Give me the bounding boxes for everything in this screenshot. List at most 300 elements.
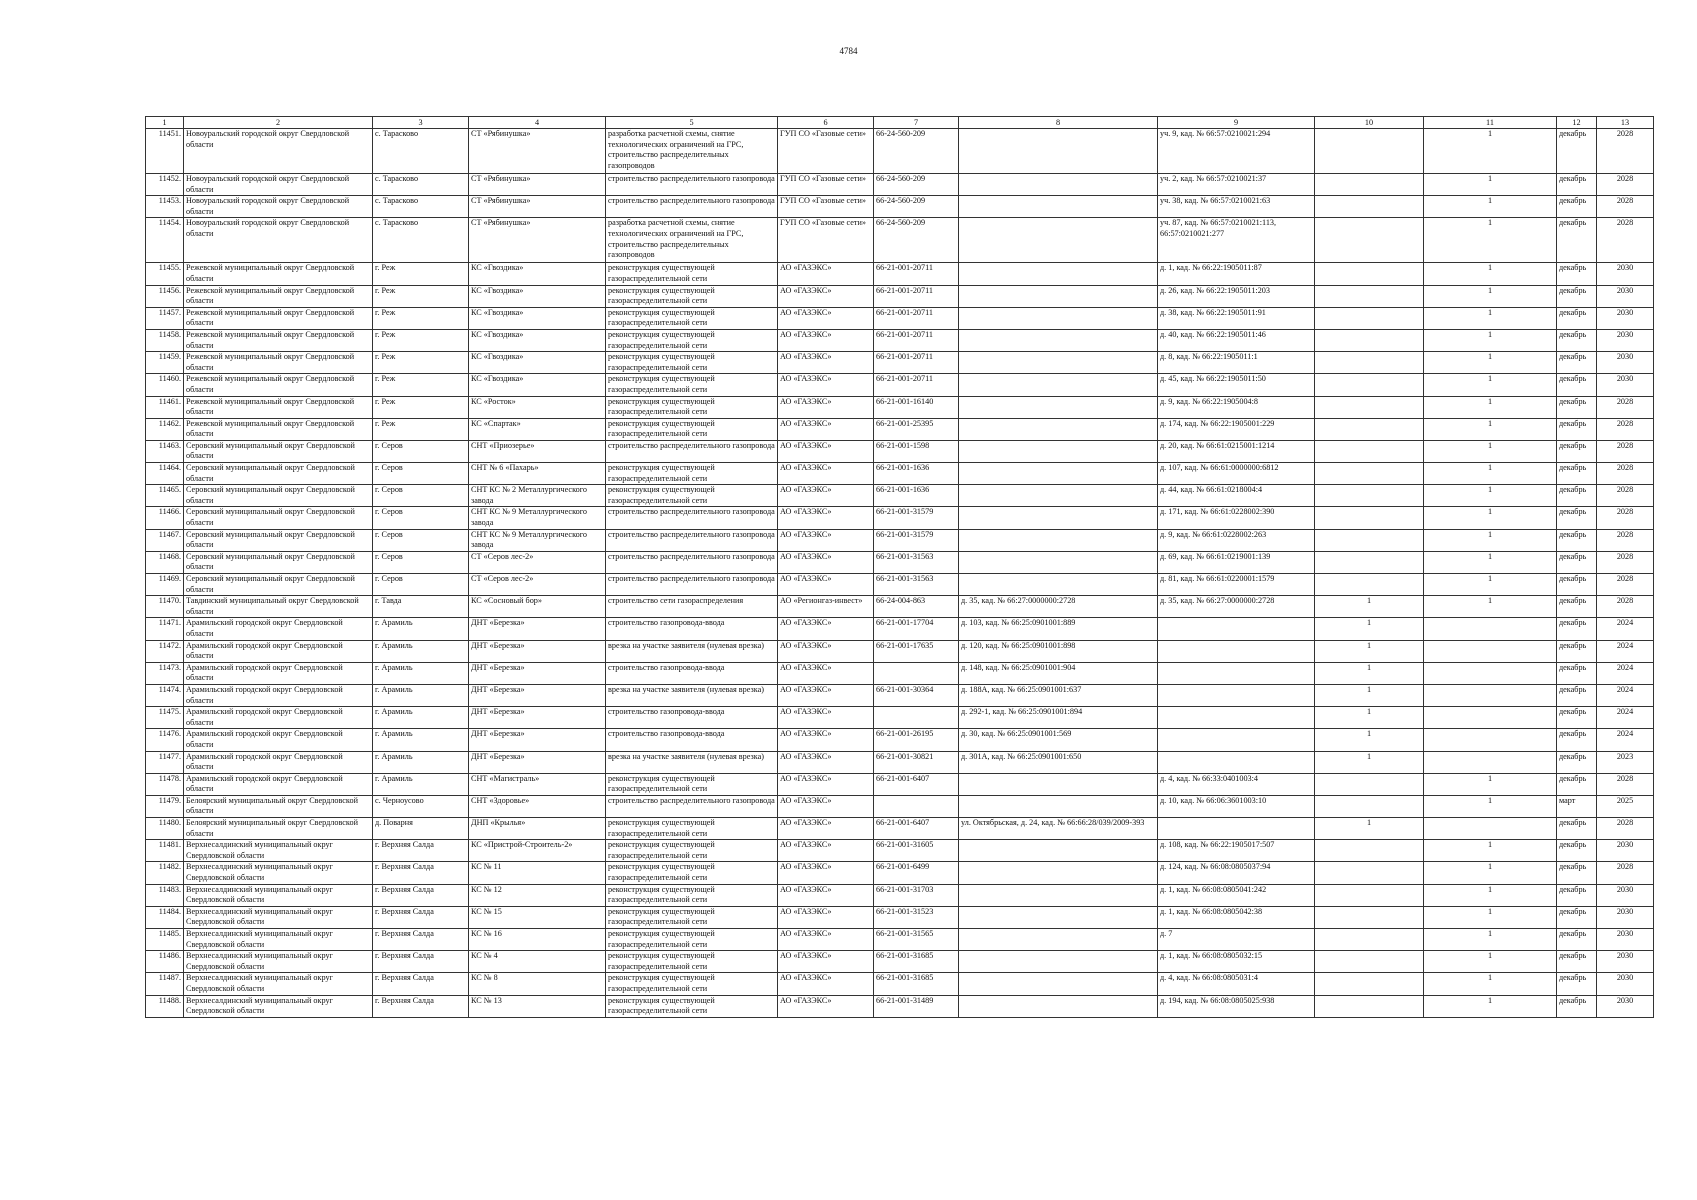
count-cell-10 [1315, 174, 1424, 196]
code-cell: 66-21-001-1636 [874, 463, 959, 485]
operator-cell: АО «ГАЗЭКС» [778, 662, 874, 684]
year-cell: 2024 [1597, 707, 1654, 729]
count-cell-11: 1 [1424, 352, 1557, 374]
address-cell-9: уч. 2, кад. № 66:57:0210021:37 [1158, 174, 1315, 196]
address-cell-8: д. 120, кад. № 66:25:0901001:898 [959, 640, 1158, 662]
work-type-cell: реконструкция существующей газораспределительной сети [606, 329, 778, 351]
table-row [146, 329, 1654, 351]
operator-cell: АО «ГАЗЭКС» [778, 463, 874, 485]
address-cell-8 [959, 840, 1158, 862]
count-cell-10 [1315, 263, 1424, 285]
address-cell-9: д. 1, кад. № 66:08:0805032:15 [1158, 951, 1315, 973]
month-cell: декабрь [1557, 129, 1597, 174]
row-number: 11465. [146, 485, 184, 507]
work-type-cell: разработка расчетной схемы, снятие технологических ограничений на ГРС, строительство распределительных газопроводов [606, 129, 778, 174]
object-cell: КС № 11 [469, 862, 606, 884]
address-cell-8 [959, 418, 1158, 440]
count-cell-11 [1424, 707, 1557, 729]
year-cell: 2028 [1597, 529, 1654, 551]
object-cell: ДНТ «Березка» [469, 640, 606, 662]
year-cell: 2023 [1597, 751, 1654, 773]
district-cell: Серовский муниципальный округ Свердловской области [184, 440, 373, 462]
address-cell-8 [959, 795, 1158, 817]
work-type-cell: реконструкция существующей газораспределительной сети [606, 951, 778, 973]
count-cell-11 [1424, 662, 1557, 684]
operator-cell: АО «ГАЗЭКС» [778, 507, 874, 529]
locality-cell: г. Реж [373, 307, 469, 329]
address-cell-8: д. 301А, кад. № 66:25:0901001:650 [959, 751, 1158, 773]
month-cell: декабрь [1557, 995, 1597, 1017]
address-cell-8 [959, 995, 1158, 1017]
object-cell: ДНТ «Березка» [469, 729, 606, 751]
month-cell: декабрь [1557, 507, 1597, 529]
table-row [146, 929, 1654, 951]
count-cell-10 [1315, 440, 1424, 462]
code-cell: 66-21-001-20711 [874, 307, 959, 329]
row-number: 11479. [146, 795, 184, 817]
month-cell: декабрь [1557, 418, 1597, 440]
table-row [146, 840, 1654, 862]
table-row [146, 196, 1654, 218]
table-row [146, 574, 1654, 596]
district-cell: Арамильский городской округ Свердловской области [184, 662, 373, 684]
code-cell: 66-21-001-31563 [874, 574, 959, 596]
address-cell-8 [959, 951, 1158, 973]
count-cell-11: 1 [1424, 485, 1557, 507]
locality-cell: г. Реж [373, 374, 469, 396]
address-cell-9 [1158, 707, 1315, 729]
month-cell: декабрь [1557, 884, 1597, 906]
column-number-row [146, 117, 1654, 129]
operator-cell: АО «ГАЗЭКС» [778, 374, 874, 396]
address-cell-9: д. 10, кад. № 66:06:3601003:10 [1158, 795, 1315, 817]
year-cell: 2028 [1597, 218, 1654, 263]
year-cell: 2028 [1597, 440, 1654, 462]
year-cell: 2024 [1597, 684, 1654, 706]
code-cell: 66-21-001-30821 [874, 751, 959, 773]
year-cell: 2025 [1597, 795, 1654, 817]
count-cell-10 [1315, 196, 1424, 218]
address-cell-9 [1158, 618, 1315, 640]
count-cell-10: 1 [1315, 640, 1424, 662]
row-number: 11458. [146, 329, 184, 351]
table-row [146, 596, 1654, 618]
locality-cell: с. Тарасково [373, 174, 469, 196]
column-header: 1 [146, 117, 184, 129]
object-cell: СТ «Рябинушка» [469, 129, 606, 174]
district-cell: Верхнесалдинский муниципальный округ Свердловской области [184, 884, 373, 906]
code-cell: 66-24-004-863 [874, 596, 959, 618]
work-type-cell: реконструкция существующей газораспределительной сети [606, 973, 778, 995]
address-cell-9 [1158, 640, 1315, 662]
month-cell: декабрь [1557, 951, 1597, 973]
locality-cell: г. Реж [373, 263, 469, 285]
district-cell: Верхнесалдинский муниципальный округ Свердловской области [184, 862, 373, 884]
work-type-cell: врезка на участке заявителя (нулевая врезка) [606, 684, 778, 706]
address-cell-8: д. 30, кад. № 66:25:0901001:569 [959, 729, 1158, 751]
row-number: 11467. [146, 529, 184, 551]
locality-cell: д. Поварня [373, 818, 469, 840]
code-cell: 66-21-001-31579 [874, 507, 959, 529]
address-cell-8: д. 35, кад. № 66:27:0000000:2728 [959, 596, 1158, 618]
district-cell: Верхнесалдинский муниципальный округ Свердловской области [184, 840, 373, 862]
operator-cell: АО «ГАЗЭКС» [778, 529, 874, 551]
locality-cell: г. Арамиль [373, 640, 469, 662]
work-type-cell: строительство распределительного газопровода [606, 574, 778, 596]
code-cell: 66-21-001-20711 [874, 329, 959, 351]
row-number: 11462. [146, 418, 184, 440]
count-cell-10 [1315, 418, 1424, 440]
count-cell-10 [1315, 995, 1424, 1017]
table-row [146, 307, 1654, 329]
work-type-cell: реконструкция существующей газораспределительной сети [606, 285, 778, 307]
column-header: 10 [1315, 117, 1424, 129]
address-cell-9 [1158, 662, 1315, 684]
address-cell-8 [959, 773, 1158, 795]
month-cell: март [1557, 795, 1597, 817]
month-cell: декабрь [1557, 574, 1597, 596]
operator-cell: АО «ГАЗЭКС» [778, 640, 874, 662]
row-number: 11482. [146, 862, 184, 884]
object-cell: СНТ «Приозерье» [469, 440, 606, 462]
work-type-cell: реконструкция существующей газораспределительной сети [606, 374, 778, 396]
object-cell: СТ «Рябинушка» [469, 174, 606, 196]
count-cell-10 [1315, 307, 1424, 329]
table-row [146, 463, 1654, 485]
district-cell: Белоярский муниципальный округ Свердловской области [184, 818, 373, 840]
address-cell-9: уч. 87, кад. № 66:57:0210021:113, 66:57:0210021:277 [1158, 218, 1315, 263]
count-cell-10: 1 [1315, 618, 1424, 640]
column-header: 5 [606, 117, 778, 129]
count-cell-11: 1 [1424, 374, 1557, 396]
code-cell: 66-21-001-6407 [874, 773, 959, 795]
year-cell: 2030 [1597, 374, 1654, 396]
code-cell: 66-21-001-31605 [874, 840, 959, 862]
row-number: 11473. [146, 662, 184, 684]
month-cell: декабрь [1557, 662, 1597, 684]
district-cell: Арамильский городской округ Свердловской области [184, 707, 373, 729]
district-cell: Серовский муниципальный округ Свердловской области [184, 529, 373, 551]
operator-cell: АО «ГАЗЭКС» [778, 929, 874, 951]
address-cell-9: д. 4, кад. № 66:33:0401003:4 [1158, 773, 1315, 795]
month-cell: декабрь [1557, 862, 1597, 884]
year-cell: 2028 [1597, 818, 1654, 840]
object-cell: КС № 12 [469, 884, 606, 906]
object-cell: КС «Гвоздика» [469, 374, 606, 396]
count-cell-11: 1 [1424, 507, 1557, 529]
row-number: 11468. [146, 551, 184, 573]
locality-cell: г. Реж [373, 418, 469, 440]
count-cell-10 [1315, 551, 1424, 573]
locality-cell: г. Серов [373, 574, 469, 596]
operator-cell: АО «ГАЗЭКС» [778, 906, 874, 928]
district-cell: Арамильский городской округ Свердловской области [184, 684, 373, 706]
code-cell: 66-21-001-31565 [874, 929, 959, 951]
month-cell: декабрь [1557, 729, 1597, 751]
object-cell: СНТ КС № 2 Металлургического завода [469, 485, 606, 507]
object-cell: СТ «Рябинушка» [469, 196, 606, 218]
count-cell-10 [1315, 485, 1424, 507]
count-cell-11: 1 [1424, 973, 1557, 995]
page-number: 4784 [839, 46, 858, 56]
address-cell-9 [1158, 751, 1315, 773]
address-cell-9: д. 1, кад. № 66:22:1905011:87 [1158, 263, 1315, 285]
work-type-cell: строительство распределительного газопровода [606, 795, 778, 817]
column-header: 9 [1158, 117, 1315, 129]
row-number: 11474. [146, 684, 184, 706]
work-type-cell: реконструкция существующей газораспределительной сети [606, 818, 778, 840]
month-cell: декабрь [1557, 263, 1597, 285]
address-cell-9: д. 26, кад. № 66:22:1905011:203 [1158, 285, 1315, 307]
locality-cell: г. Реж [373, 285, 469, 307]
address-cell-9 [1158, 684, 1315, 706]
table-row [146, 396, 1654, 418]
count-cell-11: 1 [1424, 574, 1557, 596]
count-cell-10: 1 [1315, 751, 1424, 773]
district-cell: Верхнесалдинский муниципальный округ Свердловской области [184, 995, 373, 1017]
row-number: 11486. [146, 951, 184, 973]
month-cell: декабрь [1557, 773, 1597, 795]
row-number: 11459. [146, 352, 184, 374]
district-cell: Режевской муниципальный округ Свердловской области [184, 307, 373, 329]
column-header: 11 [1424, 117, 1557, 129]
month-cell: декабрь [1557, 196, 1597, 218]
count-cell-11: 1 [1424, 551, 1557, 573]
code-cell [874, 707, 959, 729]
locality-cell: г. Верхняя Салда [373, 929, 469, 951]
count-cell-11: 1 [1424, 263, 1557, 285]
object-cell: КС № 13 [469, 995, 606, 1017]
address-cell-8 [959, 862, 1158, 884]
month-cell: декабрь [1557, 973, 1597, 995]
address-cell-8 [959, 973, 1158, 995]
count-cell-11: 1 [1424, 995, 1557, 1017]
count-cell-10 [1315, 951, 1424, 973]
address-cell-8 [959, 463, 1158, 485]
address-cell-9: д. 4, кад. № 66:08:0805031:4 [1158, 973, 1315, 995]
count-cell-10 [1315, 529, 1424, 551]
address-cell-8 [959, 440, 1158, 462]
address-cell-8 [959, 352, 1158, 374]
table-row [146, 729, 1654, 751]
count-cell-11: 1 [1424, 862, 1557, 884]
count-cell-11: 1 [1424, 906, 1557, 928]
object-cell: ДНТ «Березка» [469, 618, 606, 640]
work-type-cell: реконструкция существующей газораспределительной сети [606, 840, 778, 862]
district-cell: Белоярский муниципальный округ Свердловской области [184, 795, 373, 817]
work-type-cell: реконструкция существующей газораспределительной сети [606, 463, 778, 485]
work-type-cell: реконструкция существующей газораспределительной сети [606, 773, 778, 795]
address-cell-8 [959, 574, 1158, 596]
locality-cell: г. Арамиль [373, 751, 469, 773]
code-cell: 66-21-001-20711 [874, 285, 959, 307]
row-number: 11464. [146, 463, 184, 485]
column-header: 12 [1557, 117, 1597, 129]
address-cell-8 [959, 374, 1158, 396]
code-cell: 66-21-001-6499 [874, 862, 959, 884]
object-cell: КС № 4 [469, 951, 606, 973]
row-number: 11454. [146, 218, 184, 263]
address-cell-8 [959, 529, 1158, 551]
count-cell-11: 1 [1424, 129, 1557, 174]
year-cell: 2024 [1597, 618, 1654, 640]
count-cell-11 [1424, 751, 1557, 773]
district-cell: Верхнесалдинский муниципальный округ Свердловской области [184, 906, 373, 928]
operator-cell: АО «ГАЗЭКС» [778, 307, 874, 329]
table-row [146, 129, 1654, 174]
count-cell-10 [1315, 929, 1424, 951]
district-cell: Режевской муниципальный округ Свердловской области [184, 263, 373, 285]
operator-cell: АО «ГАЗЭКС» [778, 618, 874, 640]
table-row [146, 352, 1654, 374]
month-cell: декабрь [1557, 618, 1597, 640]
count-cell-11: 1 [1424, 773, 1557, 795]
work-type-cell: реконструкция существующей газораспределительной сети [606, 263, 778, 285]
table-row [146, 529, 1654, 551]
address-cell-8 [959, 884, 1158, 906]
year-cell: 2028 [1597, 551, 1654, 573]
row-number: 11480. [146, 818, 184, 840]
code-cell: 66-21-001-31489 [874, 995, 959, 1017]
locality-cell: г. Верхняя Салда [373, 951, 469, 973]
operator-cell: АО «ГАЗЭКС» [778, 795, 874, 817]
count-cell-11: 1 [1424, 285, 1557, 307]
month-cell: декабрь [1557, 596, 1597, 618]
locality-cell: г. Верхняя Салда [373, 906, 469, 928]
year-cell: 2030 [1597, 884, 1654, 906]
code-cell: 66-21-001-17704 [874, 618, 959, 640]
year-cell: 2030 [1597, 995, 1654, 1017]
operator-cell: АО «ГАЗЭКС» [778, 684, 874, 706]
operator-cell: АО «ГАЗЭКС» [778, 773, 874, 795]
object-cell: ДНТ «Березка» [469, 751, 606, 773]
address-cell-9 [1158, 729, 1315, 751]
address-cell-8 [959, 307, 1158, 329]
address-cell-8 [959, 129, 1158, 174]
work-type-cell: реконструкция существующей газораспределительной сети [606, 307, 778, 329]
month-cell: декабрь [1557, 352, 1597, 374]
address-cell-9: д. 35, кад. № 66:27:0000000:2728 [1158, 596, 1315, 618]
row-number: 11487. [146, 973, 184, 995]
operator-cell: АО «ГАЗЭКС» [778, 329, 874, 351]
locality-cell: г. Серов [373, 485, 469, 507]
table-row [146, 374, 1654, 396]
table-row [146, 174, 1654, 196]
year-cell: 2028 [1597, 485, 1654, 507]
operator-cell: АО «ГАЗЭКС» [778, 440, 874, 462]
locality-cell: г. Серов [373, 551, 469, 573]
count-cell-11: 1 [1424, 396, 1557, 418]
table-row [146, 485, 1654, 507]
district-cell: Арамильский городской округ Свердловской области [184, 618, 373, 640]
row-number: 11483. [146, 884, 184, 906]
work-type-cell: реконструкция существующей газораспределительной сети [606, 906, 778, 928]
district-cell: Тавдинский муниципальный округ Свердловской области [184, 596, 373, 618]
table-row [146, 662, 1654, 684]
address-cell-8: д. 103, кад. № 66:25:0901001:889 [959, 618, 1158, 640]
work-type-cell: реконструкция существующей газораспределительной сети [606, 396, 778, 418]
district-cell: Верхнесалдинский муниципальный округ Свердловской области [184, 929, 373, 951]
month-cell: декабрь [1557, 329, 1597, 351]
table-row [146, 906, 1654, 928]
operator-cell: АО «ГАЗЭКС» [778, 285, 874, 307]
address-cell-8 [959, 263, 1158, 285]
address-cell-9: д. 69, кад. № 66:61:0219001:139 [1158, 551, 1315, 573]
column-header: 7 [874, 117, 959, 129]
operator-cell: АО «ГАЗЭКС» [778, 485, 874, 507]
count-cell-11: 1 [1424, 929, 1557, 951]
address-cell-9: д. 9, кад. № 66:22:1905004:8 [1158, 396, 1315, 418]
count-cell-10 [1315, 862, 1424, 884]
object-cell: СНТ КС № 9 Металлургического завода [469, 529, 606, 551]
year-cell: 2030 [1597, 973, 1654, 995]
locality-cell: г. Реж [373, 396, 469, 418]
year-cell: 2028 [1597, 596, 1654, 618]
count-cell-10 [1315, 374, 1424, 396]
code-cell: 66-21-001-6407 [874, 818, 959, 840]
month-cell: декабрь [1557, 440, 1597, 462]
operator-cell: ГУП СО «Газовые сети» [778, 174, 874, 196]
row-number: 11478. [146, 773, 184, 795]
column-header: 8 [959, 117, 1158, 129]
locality-cell: г. Арамиль [373, 773, 469, 795]
locality-cell: г. Верхняя Салда [373, 884, 469, 906]
code-cell: 66-21-001-20711 [874, 352, 959, 374]
operator-cell: АО «ГАЗЭКС» [778, 551, 874, 573]
object-cell: КС «Гвоздика» [469, 329, 606, 351]
address-cell-8 [959, 906, 1158, 928]
month-cell: декабрь [1557, 174, 1597, 196]
work-type-cell: строительство газопровода-ввода [606, 662, 778, 684]
count-cell-11: 1 [1424, 529, 1557, 551]
address-cell-8: д. 292-1, кад. № 66:25:0901001:894 [959, 707, 1158, 729]
object-cell: СНТ № 6 «Пахарь» [469, 463, 606, 485]
month-cell: декабрь [1557, 529, 1597, 551]
row-number: 11452. [146, 174, 184, 196]
code-cell: 66-21-001-31563 [874, 551, 959, 573]
address-cell-9: д. 108, кад. № 66:22:1905017:507 [1158, 840, 1315, 862]
district-cell: Режевской муниципальный округ Свердловской области [184, 396, 373, 418]
work-type-cell: реконструкция существующей газораспределительной сети [606, 884, 778, 906]
address-cell-8 [959, 507, 1158, 529]
object-cell: КС «Гвоздика» [469, 263, 606, 285]
address-cell-9: д. 38, кад. № 66:22:1905011:91 [1158, 307, 1315, 329]
count-cell-10 [1315, 507, 1424, 529]
table-row [146, 884, 1654, 906]
code-cell: 66-24-560-209 [874, 196, 959, 218]
operator-cell: АО «ГАЗЭКС» [778, 995, 874, 1017]
count-cell-11: 1 [1424, 951, 1557, 973]
table-row [146, 951, 1654, 973]
district-cell: Арамильский городской округ Свердловской области [184, 640, 373, 662]
work-type-cell: строительство газопровода-ввода [606, 707, 778, 729]
year-cell: 2028 [1597, 773, 1654, 795]
locality-cell: г. Серов [373, 507, 469, 529]
month-cell: декабрь [1557, 374, 1597, 396]
count-cell-10 [1315, 973, 1424, 995]
row-number: 11463. [146, 440, 184, 462]
year-cell: 2024 [1597, 662, 1654, 684]
operator-cell: ГУП СО «Газовые сети» [778, 218, 874, 263]
year-cell: 2030 [1597, 307, 1654, 329]
month-cell: декабрь [1557, 751, 1597, 773]
year-cell: 2028 [1597, 574, 1654, 596]
code-cell: 66-21-001-1598 [874, 440, 959, 462]
object-cell: КС «Росток» [469, 396, 606, 418]
table-row [146, 862, 1654, 884]
district-cell: Серовский муниципальный округ Свердловской области [184, 507, 373, 529]
work-type-cell: строительство газопровода-ввода [606, 618, 778, 640]
